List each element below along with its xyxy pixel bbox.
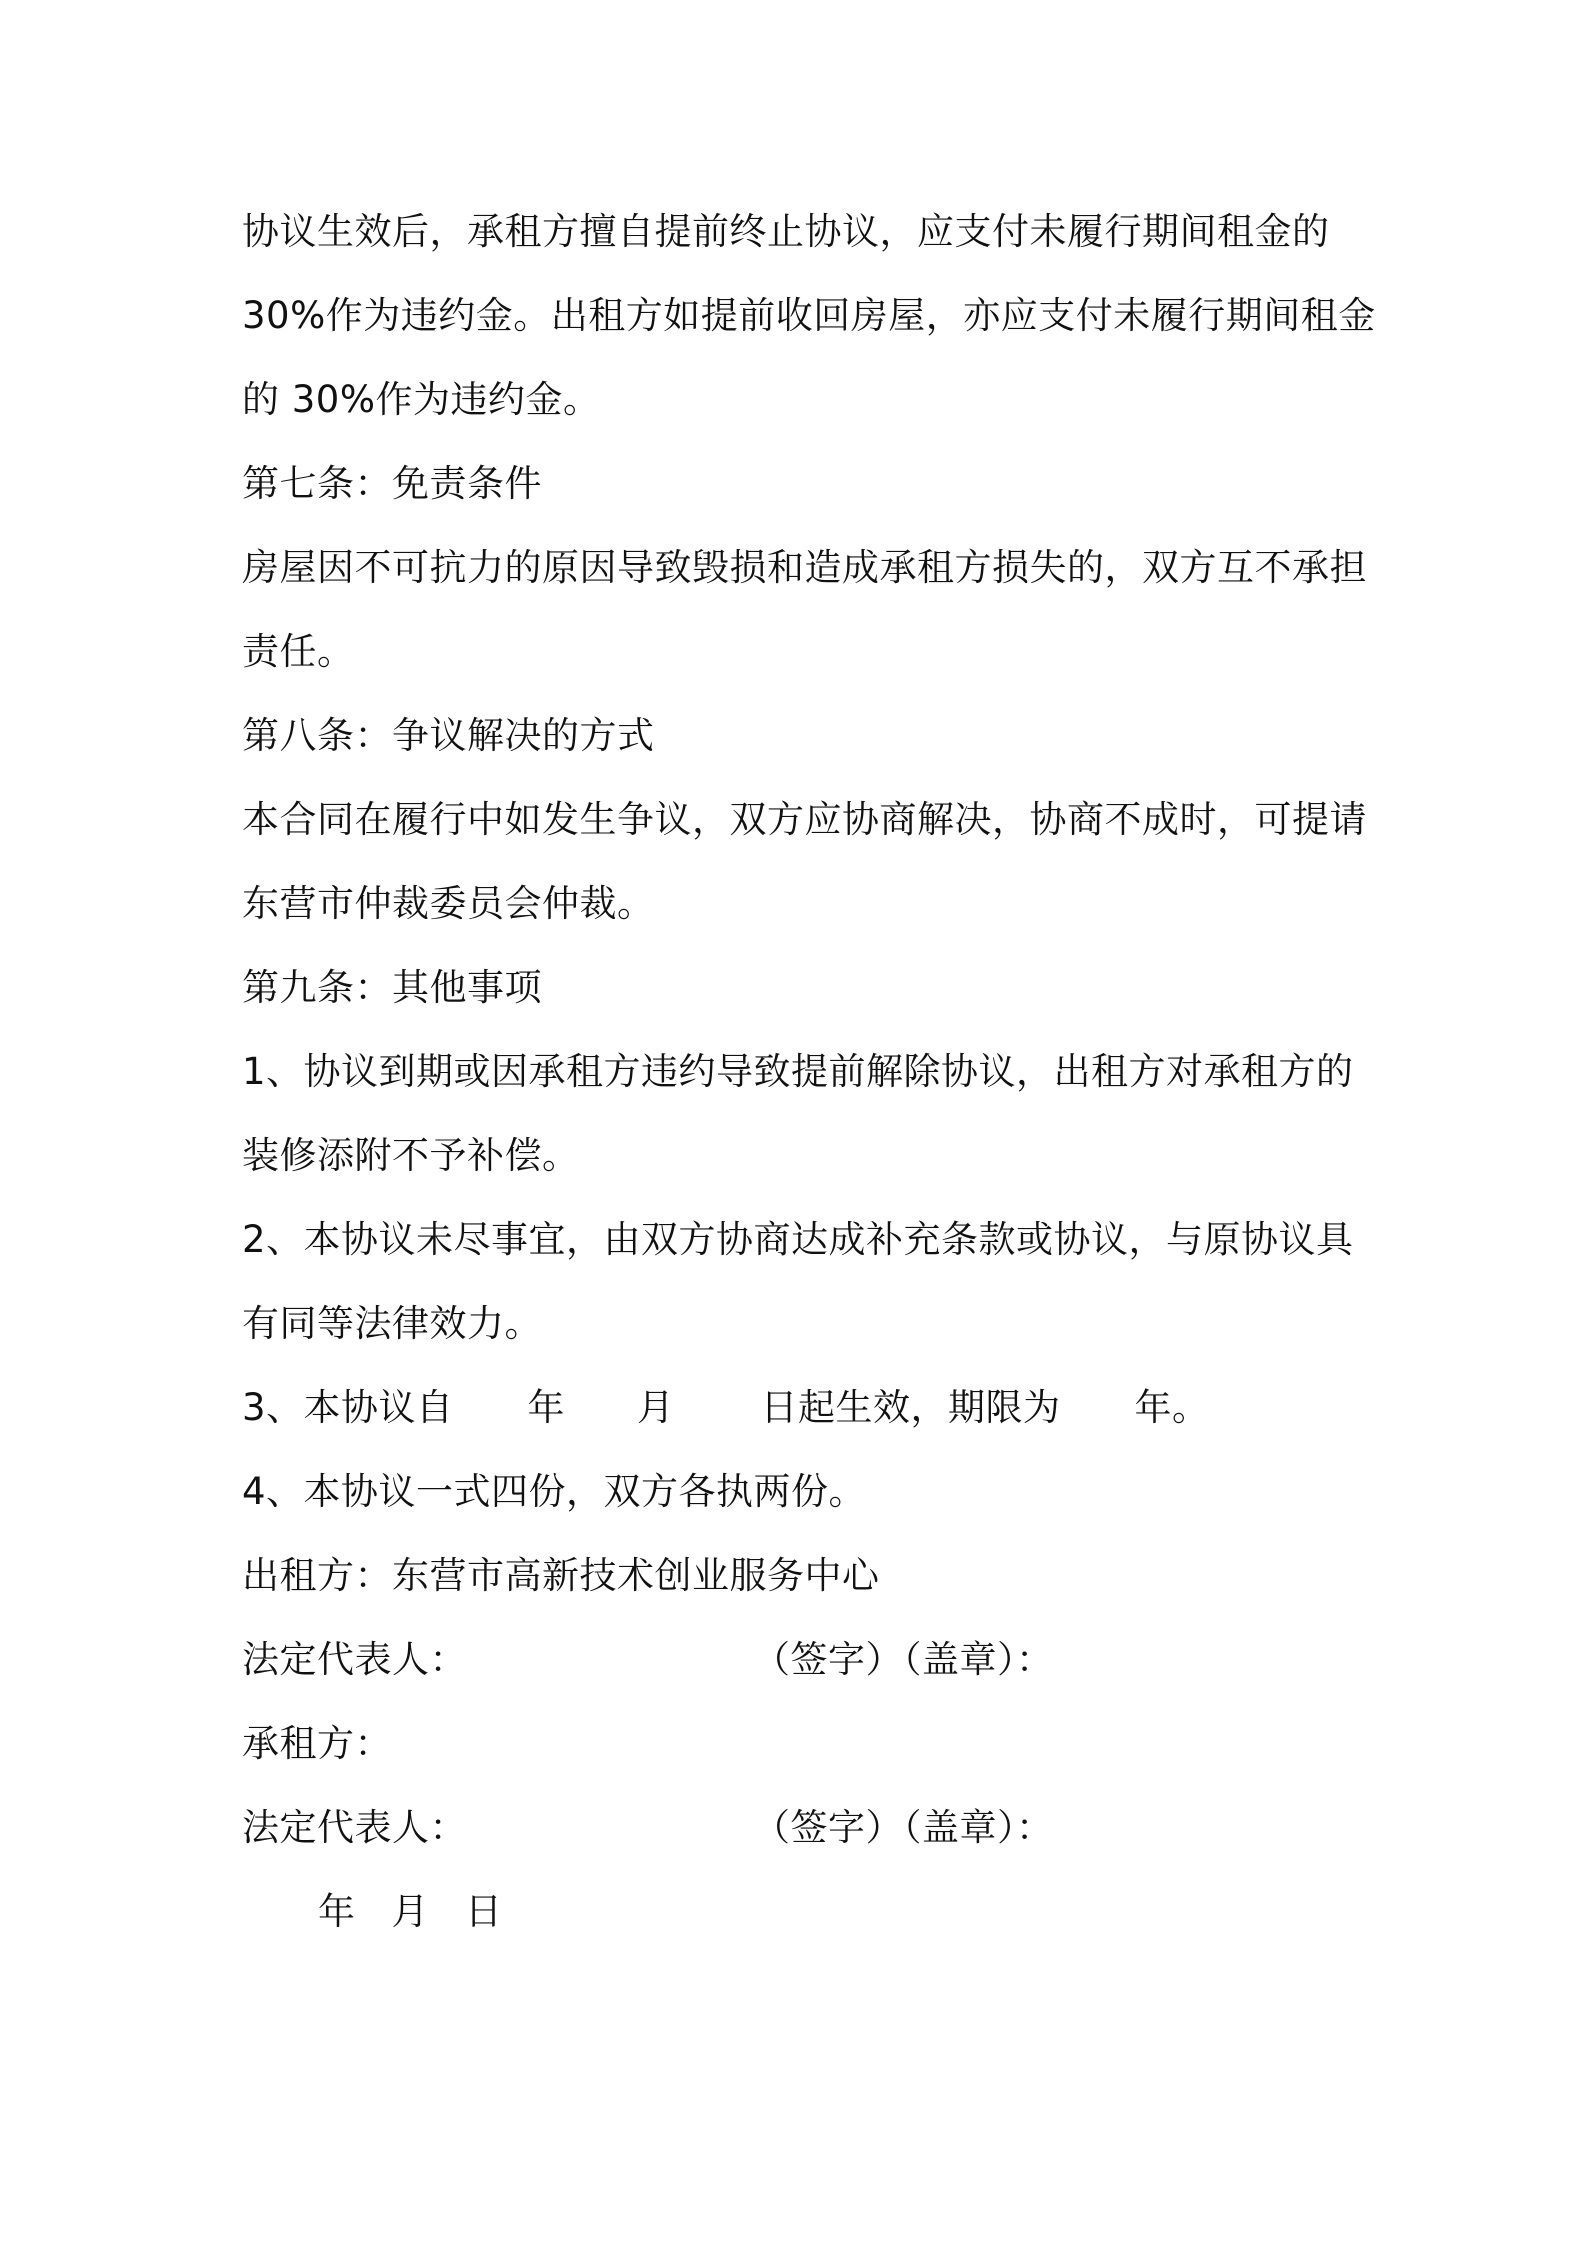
paragraph-line: 本合同在履行中如发生争议，双方应协商解决，协商不成时，可提请 <box>242 798 1367 841</box>
paragraph-line: 房屋因不可抗力的原因导致毁损和造成承租方损失的，双方互不承担 <box>242 546 1367 589</box>
paragraph-line: 责任。 <box>242 630 355 673</box>
representative-label: 法定代表人： <box>242 1806 467 1849</box>
list-item-4: 4、本协议一式四份，双方各执两份。 <box>242 1470 867 1513</box>
section-heading-9: 第九条：其他事项 <box>242 966 542 1009</box>
paragraph-line: 有同等法律效力。 <box>242 1302 542 1345</box>
item3-year-end: 年。 <box>1134 1386 1210 1429</box>
date-line <box>318 1888 503 1936</box>
list-item-1: 1、协议到期或因承租方违约导致提前解除协议，出租方对承租方的 <box>242 1050 1354 1093</box>
list-item-2: 2、本协议未尽事宜，由双方协商达成补充条款或协议，与原协议具 <box>242 1218 1354 1261</box>
item3-year: 年 <box>527 1386 566 1429</box>
date-year: 年 <box>318 1890 356 1933</box>
paragraph-line: 30%作为违约金。出租方如提前收回房屋，亦应支付未履行期间租金 <box>242 294 1376 337</box>
date-day: 日 <box>465 1890 503 1933</box>
section-heading-8: 第八条：争议解决的方式 <box>242 714 655 757</box>
lessee-representative-line <box>242 1804 1054 1852</box>
lessor-representative-line <box>242 1636 1054 1684</box>
paragraph-line: 协议生效后，承租方擅自提前终止协议，应支付未履行期间租金的 <box>242 210 1330 253</box>
paragraph-line: 装修添附不予补偿。 <box>242 1134 580 1177</box>
signature-seal-label: （签字）（盖章）： <box>753 1806 1054 1849</box>
lessee-line: 承租方： <box>242 1722 392 1765</box>
paragraph-line: 的 30%作为违约金。 <box>242 378 601 421</box>
date-month: 月 <box>391 1890 429 1933</box>
signature-seal-label: （签字）（盖章）： <box>753 1638 1054 1681</box>
item3-day-suffix: 日起生效，期限为 <box>760 1386 1061 1429</box>
section-heading-7: 第七条：免责条件 <box>242 462 542 505</box>
item3-prefix: 3、本协议自 <box>242 1386 454 1429</box>
paragraph-line: 东营市仲裁委员会仲裁。 <box>242 882 655 925</box>
list-item-3 <box>242 1384 1210 1432</box>
lessor-line: 出租方：东营市高新技术创业服务中心 <box>242 1554 880 1597</box>
item3-month: 月 <box>637 1386 675 1429</box>
representative-label: 法定代表人： <box>242 1638 467 1681</box>
